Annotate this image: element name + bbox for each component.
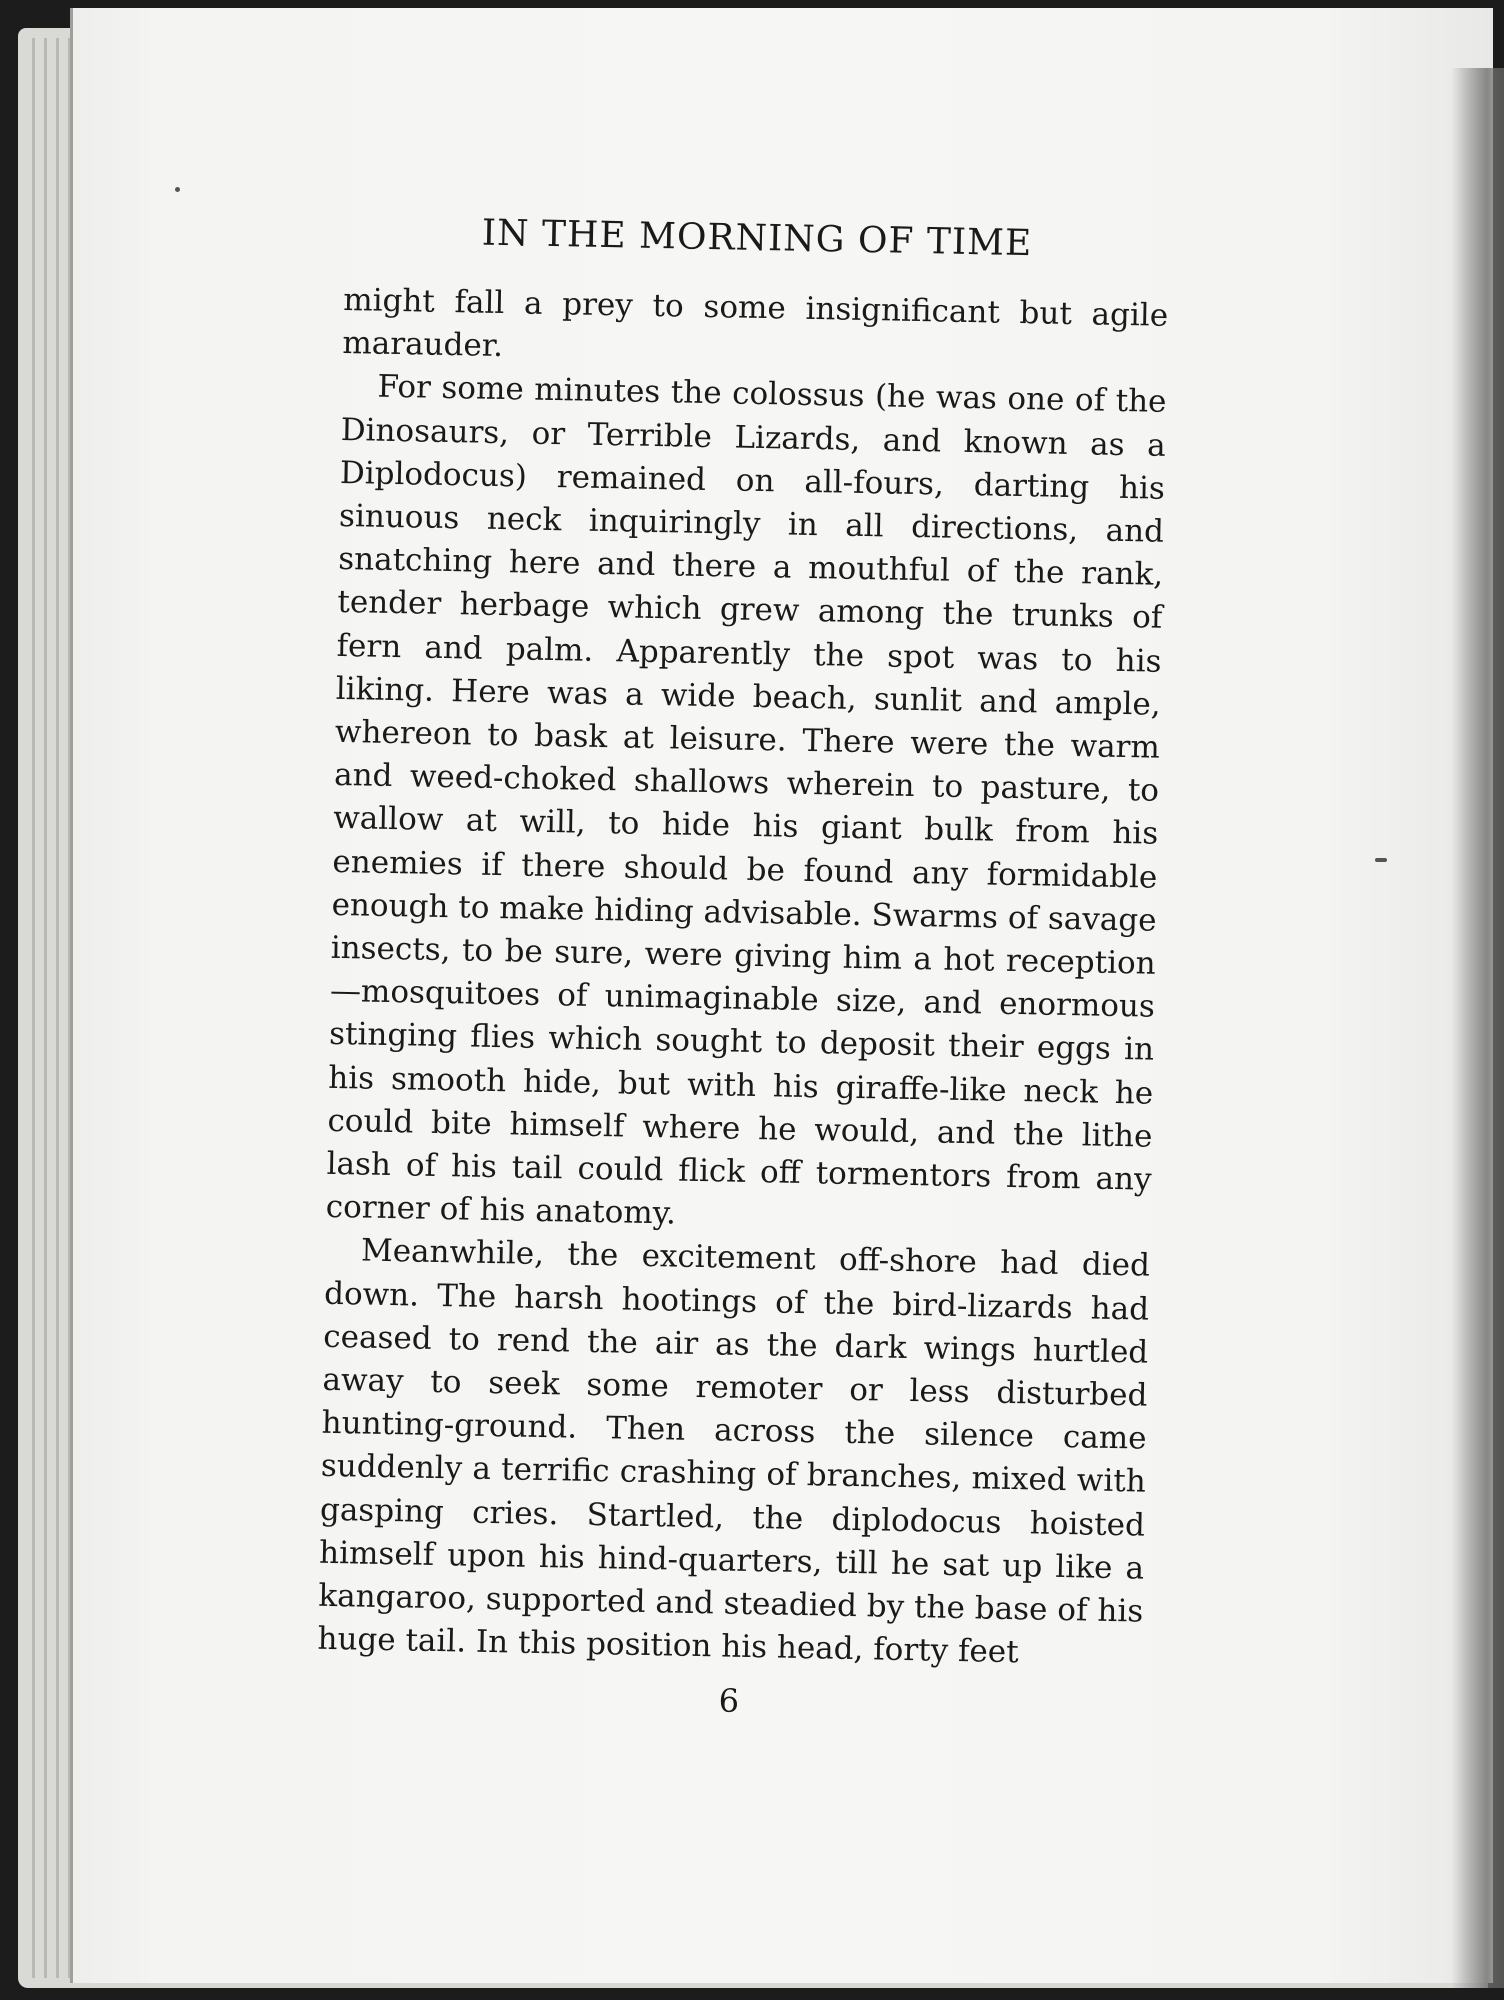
running-head: IN THE MORNING OF TIME (481, 212, 1033, 265)
ink-speck (1375, 858, 1387, 862)
page-text-block (316, 210, 1170, 1727)
page-gutter-shadow (1451, 68, 1504, 1988)
page-number: 6 (718, 1680, 740, 1720)
ink-speck (175, 187, 180, 192)
paragraph: might fall a prey to some insignificant but agile marauder. (342, 281, 1169, 365)
paragraph: For some minutes the colossus (he was one of the Dinosaurs, or Terrible Lizards, and known as a Diplodocus) remained on all-fours, darting his sinuous neck inquiringly in all directions, and snatching here and there a mouthful of the rank, tender herbage which grew among the trunks of fern and palm. Apparently the spot was to his liking. Here was a wide beach, sunlit and ample, whereon to bask at leisure. There were the warm and weed-choked shallows wherein to pasture, to wallow at will, to hide his giant bulk from his enemies if there should be found any formidable enough to make hiding advisable. Swarms of savage insects, to be sure, were giving him a hot reception—mosquitoes of unimaginable size, and enormous stinging flies which sought to deposit their eggs in his smooth hide, but with his giraffe-like neck he could bite himself where he would, and the lithe lash of his tail could flick off tormentors from any corner of his anatomy. (325, 369, 1167, 1232)
page-edge (32, 38, 35, 1978)
body-text (317, 279, 1168, 1677)
page-edge (44, 38, 47, 1978)
paragraph: Meanwhile, the excitement off-shore had died down. The harsh hootings of the bird-lizards had ceased to rend the air as the dark wings hurtled away to seek some remoter or less disturbed hunting-ground. Then across the silence came suddenly a terrific crashing of branches, mixed with gasping cries. Startled, the diplodocus hoisted himself upon his hind-quarters, till he sat up like a kangaroo, supported and steadied by the base of his huge tail. In this position his head, forty feet (317, 1232, 1151, 1671)
page-edge (56, 38, 59, 1978)
